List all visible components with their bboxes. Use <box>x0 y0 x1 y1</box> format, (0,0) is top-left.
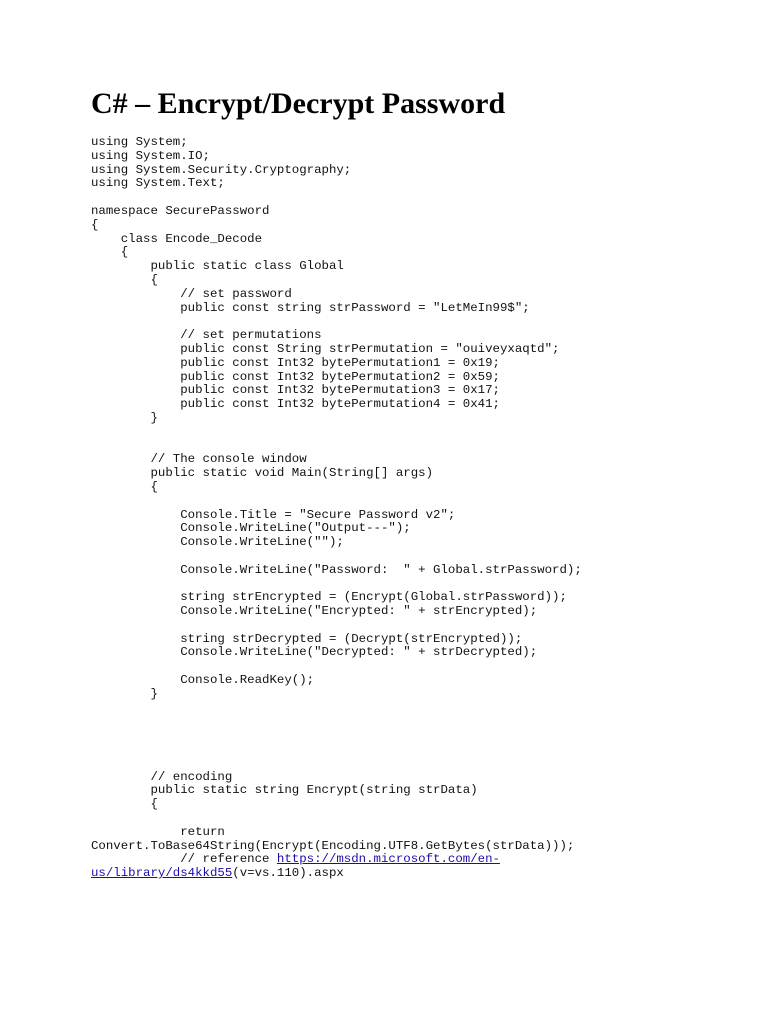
code-line <box>91 619 731 633</box>
reference-link[interactable]: https://msdn.microsoft.com/en- <box>276 852 500 867</box>
code-line: namespace SecurePassword <box>91 203 270 218</box>
code-line: public const String strPermutation = "ouiveyxaqtd"; <box>91 341 560 356</box>
code-line <box>91 426 731 440</box>
code-line <box>91 495 731 509</box>
reference-prefix: // reference <box>91 852 277 867</box>
code-line: Console.ReadKey(); <box>91 673 315 688</box>
code-line: public const Int32 bytePermutation4 = 0x41; <box>91 397 500 412</box>
code-line <box>91 550 731 564</box>
code-line <box>91 757 731 771</box>
code-line: Console.WriteLine("Encrypted: " + strEncrypted); <box>91 604 538 619</box>
code-line: return <box>91 824 225 839</box>
code-line: public static class Global <box>91 259 344 274</box>
code-line <box>91 702 731 716</box>
code-line <box>91 729 731 743</box>
code-line <box>91 191 731 205</box>
code-line: public static void Main(String[] args) <box>91 466 434 481</box>
code-line: { <box>91 272 158 287</box>
code-line: public const string strPassword = "LetMeIn99$"; <box>91 300 530 315</box>
code-line: Console.WriteLine("Password: " + Global.strPassword); <box>91 562 582 577</box>
code-line: // The console window <box>91 452 307 467</box>
code-line: // encoding <box>91 769 233 784</box>
code-line: string strEncrypted = (Encrypt(Global.strPassword)); <box>91 590 567 605</box>
code-line: public const Int32 bytePermutation2 = 0x59; <box>91 369 500 384</box>
code-line: Console.Title = "Secure Password v2"; <box>91 507 456 522</box>
code-line: } <box>91 410 158 425</box>
code-line: // set password <box>91 286 292 301</box>
code-line <box>91 812 731 826</box>
reference-link-continued[interactable]: us/library/ds4kkd55 <box>91 866 233 881</box>
code-line: class Encode_Decode <box>91 231 263 246</box>
code-line: { <box>91 217 99 232</box>
code-line: using System.Security.Cryptography; <box>91 162 352 177</box>
code-line: public static string Encrypt(string strData) <box>91 783 478 798</box>
code-block <box>91 136 731 881</box>
code-line: using System.Text; <box>91 176 225 191</box>
code-line: string strDecrypted = (Decrypt(strEncrypted)); <box>91 631 523 646</box>
code-line: public const Int32 bytePermutation3 = 0x17; <box>91 383 500 398</box>
code-line <box>91 578 731 592</box>
code-line: // set permutations <box>91 328 322 343</box>
code-line <box>91 715 731 729</box>
code-line: { <box>91 245 129 260</box>
code-line: Console.WriteLine("Output---"); <box>91 521 411 536</box>
code-line <box>91 660 731 674</box>
page-title: C# – Encrypt/Decrypt Password <box>91 87 506 120</box>
code-line <box>91 743 731 757</box>
code-line: } <box>91 686 158 701</box>
reference-comment-line <box>91 853 731 867</box>
code-line: { <box>91 479 158 494</box>
code-line: { <box>91 797 158 812</box>
reference-suffix: (v=vs.110).aspx <box>232 866 344 881</box>
code-line: using System; <box>91 135 188 149</box>
code-line: Convert.ToBase64String(Encrypt(Encoding.UTF8.GetBytes(strData))); <box>91 838 575 853</box>
reference-comment-line-continued <box>91 867 731 881</box>
code-line: Console.WriteLine(""); <box>91 535 344 550</box>
code-line <box>91 315 731 329</box>
code-line: public const Int32 bytePermutation1 = 0x19; <box>91 355 500 370</box>
code-line <box>91 440 731 454</box>
code-line: using System.IO; <box>91 148 210 163</box>
code-line: Console.WriteLine("Decrypted: " + strDecrypted); <box>91 645 538 660</box>
